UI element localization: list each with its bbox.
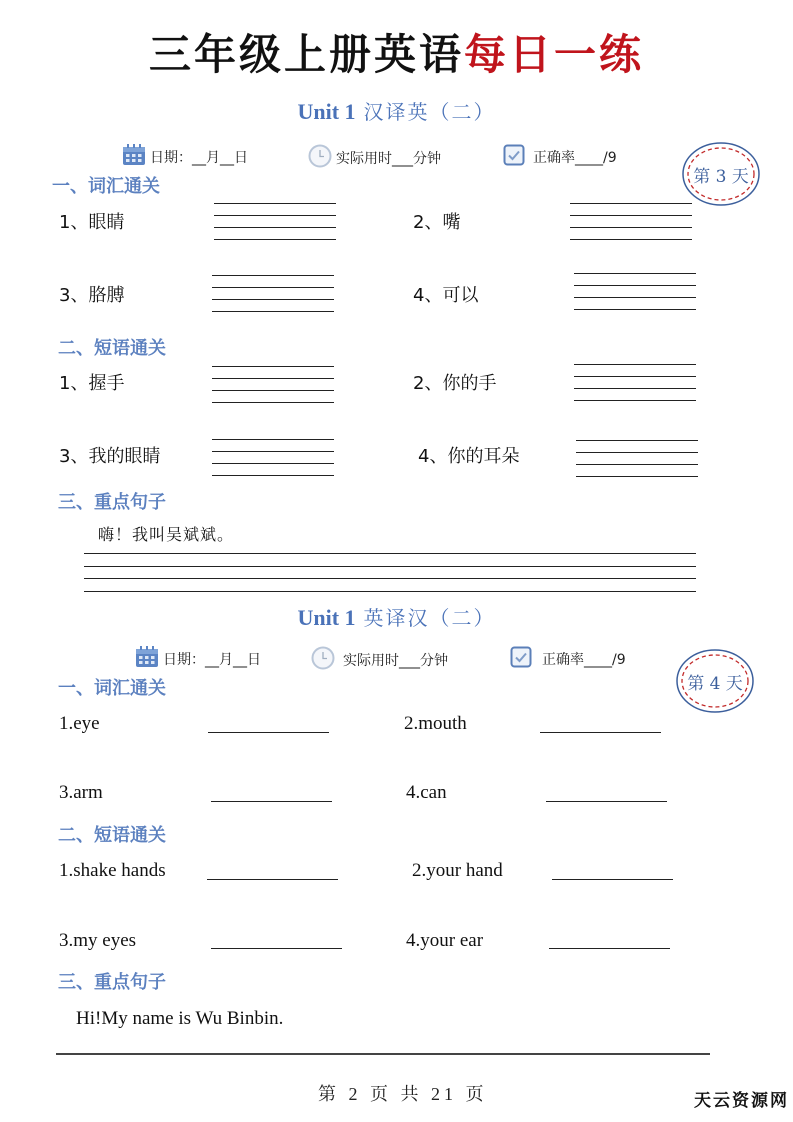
day4-accuracy-meta <box>510 646 626 674</box>
page-title <box>0 26 793 84</box>
day3-vocab-item-1: 1、眼睛 <box>59 212 125 233</box>
day3-accuracy-meta <box>503 144 617 172</box>
day3-sentence-answer[interactable] <box>84 553 696 603</box>
day4-phrases-heading: 二、短语通关 <box>58 825 166 846</box>
day3-vocab-item-4: 4、可以 <box>413 285 479 306</box>
day4-date-label: 日期：__月__日 <box>163 652 261 668</box>
day3-sentence-text: 嗨！我叫吴斌斌。 <box>98 525 235 544</box>
day4-vocab-item-1: 1.eye <box>59 713 100 734</box>
day4-phrase-answer-2[interactable] <box>552 879 673 880</box>
day4-accuracy-label: 正确率____/9 <box>542 652 626 668</box>
day3-time-label: 实际用时___分钟 <box>336 151 441 167</box>
day4-phrase-answer-1[interactable] <box>207 879 338 880</box>
day3-phrase-answer-2[interactable] <box>574 364 696 404</box>
checkbox-icon <box>503 144 525 172</box>
day3-unit-label: Unit 1 <box>297 99 356 124</box>
day4-vocab-item-3: 3.arm <box>59 782 103 803</box>
day3-vocab-answer-4[interactable] <box>574 273 696 313</box>
day4-stamp-text: 第 4 天 <box>687 674 743 694</box>
day4-vocab-item-4: 4.can <box>406 782 447 803</box>
page-number: 第 2 页 共 21 页 <box>318 1084 488 1104</box>
day3-date-label: 日期：__月__日 <box>150 150 248 166</box>
day3-stamp <box>681 141 761 211</box>
calendar-icon <box>135 646 159 674</box>
day3-phrase-item-2: 2、你的手 <box>413 373 497 394</box>
day3-vocab-item-2: 2、嘴 <box>413 212 461 233</box>
day4-time-meta <box>311 646 448 676</box>
day4-sentence-answer[interactable] <box>56 1053 710 1055</box>
day3-vocab-answer-1[interactable] <box>214 203 336 243</box>
day4-vocab-answer-3[interactable] <box>211 801 332 802</box>
day3-time-meta <box>308 144 441 174</box>
day4-sentence-heading: 三、重点句子 <box>58 972 166 993</box>
day4-phrase-answer-3[interactable] <box>211 948 342 949</box>
day3-stamp-text: 第 3 天 <box>693 167 749 187</box>
day3-phrase-answer-1[interactable] <box>212 366 334 406</box>
day4-stamp <box>675 648 755 718</box>
day3-phrase-item-3: 3、我的眼睛 <box>59 446 161 467</box>
day3-date-meta <box>122 144 248 172</box>
day3-phrases-heading: 二、短语通关 <box>58 338 166 359</box>
day4-vocab-answer-1[interactable] <box>208 732 329 733</box>
clock-icon <box>311 646 335 676</box>
day3-unit-subtitle: 汉译英（二） <box>363 100 496 124</box>
title-red: 每日一练 <box>464 30 645 79</box>
checkbox-icon <box>510 646 532 674</box>
day4-unit-subtitle: 英译汉（二） <box>363 606 496 630</box>
day4-vocab-item-2: 2.mouth <box>404 713 467 734</box>
day4-phrase-item-4: 4.your ear <box>406 930 484 951</box>
day4-phrase-item-3: 3.my eyes <box>59 930 137 951</box>
day4-time-label: 实际用时___分钟 <box>343 653 448 669</box>
day4-unit-label: Unit 1 <box>297 605 356 630</box>
day3-vocab-heading: 一、词汇通关 <box>52 176 160 197</box>
day3-vocab-item-3: 3、胳膊 <box>59 285 125 306</box>
day4-phrase-answer-4[interactable] <box>549 948 670 949</box>
day4-phrase-item-1: 1.shake hands <box>59 860 166 881</box>
watermark-logo: 天云资源网 <box>694 1091 789 1111</box>
day4-vocab-heading: 一、词汇通关 <box>58 678 166 699</box>
day3-accuracy-label: 正确率____/9 <box>533 150 617 166</box>
day3-vocab-answer-2[interactable] <box>570 203 692 243</box>
day3-vocab-answer-3[interactable] <box>212 275 334 315</box>
calendar-icon <box>122 144 146 172</box>
clock-icon <box>308 144 332 174</box>
day3-phrase-answer-4[interactable] <box>576 440 698 480</box>
day4-vocab-answer-2[interactable] <box>540 732 661 733</box>
day3-sentence-heading: 三、重点句子 <box>58 492 166 513</box>
day3-unit-title <box>0 98 793 126</box>
day3-phrase-item-4: 4、你的耳朵 <box>418 446 520 467</box>
day4-unit-title <box>0 604 793 632</box>
day4-phrase-item-2: 2.your hand <box>412 860 503 881</box>
day3-phrase-item-1: 1、握手 <box>59 373 125 394</box>
day4-vocab-answer-4[interactable] <box>546 801 667 802</box>
day3-phrase-answer-3[interactable] <box>212 439 334 479</box>
day4-date-meta <box>135 646 261 674</box>
day4-sentence-text: Hi!My name is Wu Binbin. <box>76 1008 284 1029</box>
title-black: 三年级上册英语 <box>148 30 464 79</box>
